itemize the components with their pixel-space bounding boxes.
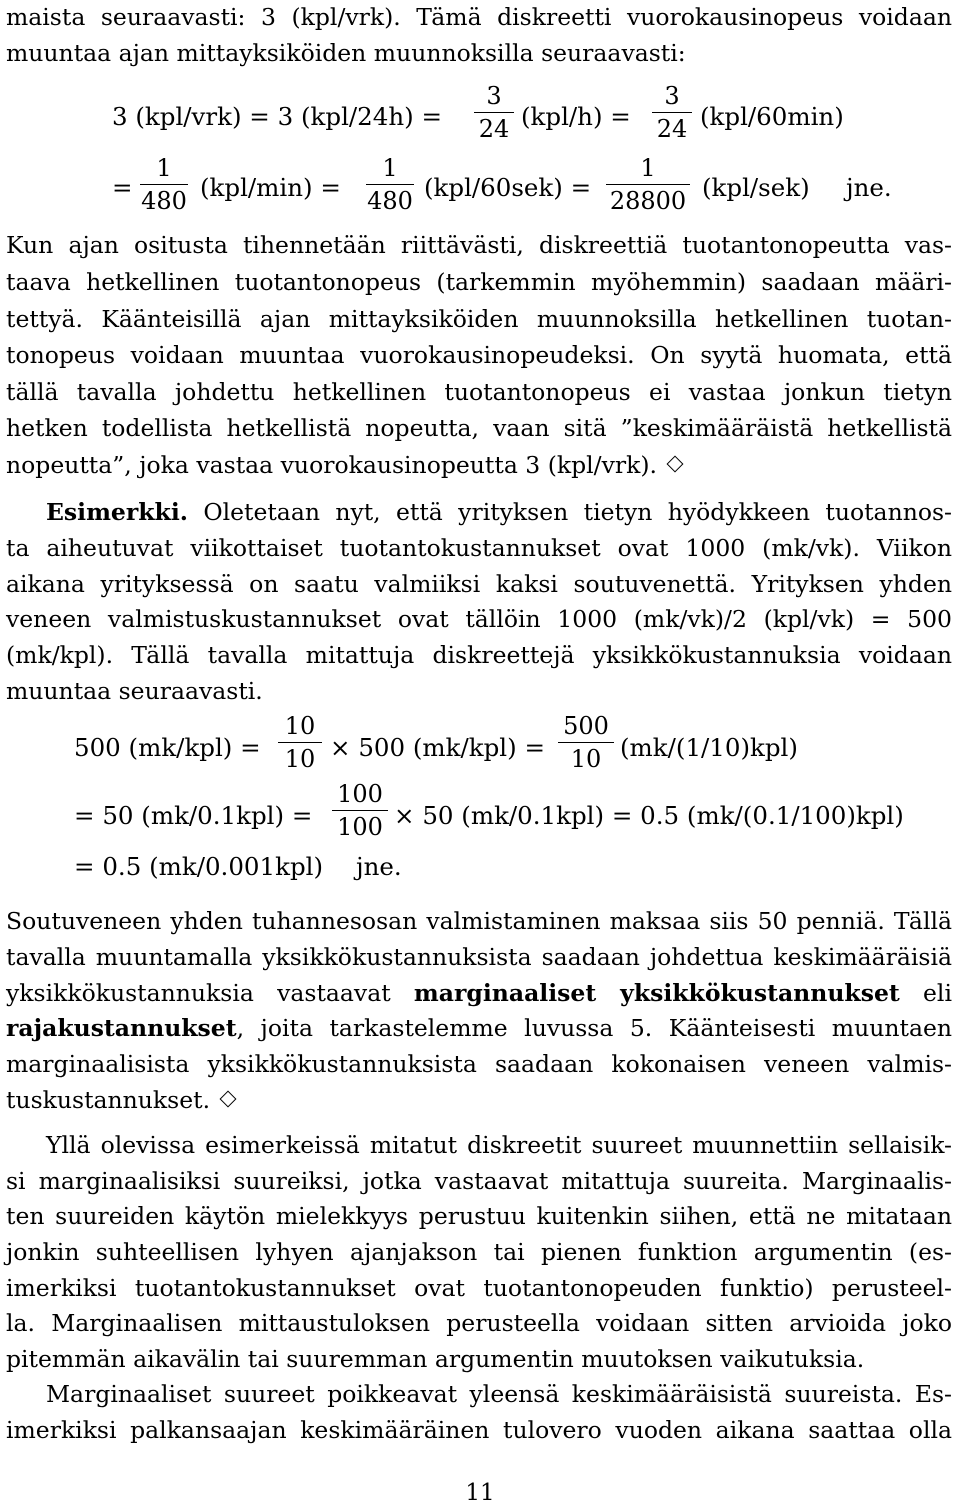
text-line: muuntaa ajan mittayksiköiden muunnoksilla seuraavasti: bbox=[6, 39, 686, 67]
text-line: ta aiheutuvat viikottaiset tuotantokustannukset ovat 1000 (mk/vk). Viikon bbox=[6, 534, 952, 562]
text-line: muuntaa seuraavasti. bbox=[6, 677, 263, 705]
text-span: yksikkökustannuksia vastaavat bbox=[6, 979, 391, 1007]
text-line: tällä tavalla johdettu hetkellinen tuotantonopeus ei vastaa jonkun tietyn bbox=[6, 378, 952, 406]
text-line: marginaalisista yksikkökustannuksista saadaan kokonaisen veneen valmis- bbox=[6, 1050, 952, 1078]
equation-term: = 0.5 (mk/0.001kpl) bbox=[74, 852, 324, 881]
fraction bbox=[652, 82, 692, 143]
fraction-numerator: 1 bbox=[382, 154, 398, 182]
text-line: tonopeus voidaan muuntaa vuorokausinopeudeksi. On syytä huomata, että bbox=[6, 341, 952, 369]
text-line bbox=[6, 1083, 952, 1117]
text-line: Yllä olevissa esimerkeissä mitatut diskreetit suureet muunnettiin sellaisik- bbox=[46, 1131, 952, 1159]
text-line: hetken todellista hetkellistä nopeutta, vaan sitä ”keskimääräistä hetkellistä bbox=[6, 414, 952, 442]
equation-term: × 50 (mk/0.1kpl) = 0.5 (mk/(0.1/100)kpl) bbox=[394, 801, 904, 830]
text-line: la. Marginaalisen mittaustuloksen perusteella voidaan sitten arvioida joko bbox=[6, 1309, 952, 1337]
fraction bbox=[606, 154, 690, 215]
equation-term: jne. bbox=[356, 852, 402, 881]
fraction-denominator: 480 bbox=[367, 187, 413, 215]
text-line: aikana yrityksessä on saatu valmiiksi kaksi soutuvenettä. Yrityksen yhden bbox=[6, 570, 952, 598]
fraction-denominator: 10 bbox=[570, 745, 602, 773]
equation-term: (kpl/60sek) = bbox=[424, 173, 592, 202]
fraction bbox=[332, 780, 388, 841]
fraction-denominator: 100 bbox=[337, 813, 383, 841]
fraction bbox=[366, 154, 414, 215]
fraction-numerator: 1 bbox=[156, 154, 172, 182]
text-line: taava hetkellinen tuotantonopeus (tarkemmin myöhemmin) saadaan määri- bbox=[6, 268, 952, 296]
text-line: Kun ajan ositusta tihennetään riittävästi, diskreettiä tuotantonopeutta vas- bbox=[6, 231, 952, 259]
text-line: si marginaalisiksi suureiksi, jotka vastaavat mitattuja suureita. Marginaalis- bbox=[6, 1167, 952, 1195]
text-line: ten suureiden käytön mielekkyys perustuu kuitenkin siihen, että ne mitataan bbox=[6, 1202, 952, 1230]
text-line bbox=[6, 976, 952, 1010]
equation-term: = 50 (mk/0.1kpl) = bbox=[74, 801, 313, 830]
fraction-numerator: 10 bbox=[284, 712, 316, 740]
text-line: imerkiksi palkansaajan keskimääräinen tulovero vuoden aikana saattaa olla bbox=[6, 1416, 952, 1444]
example-label: Esimerkki. bbox=[46, 498, 188, 526]
equation-term: 3 (kpl/vrk) = 3 (kpl/24h) = bbox=[112, 102, 442, 131]
text-line bbox=[6, 448, 952, 482]
text-line: jonkin suhteellisen lyhyen ajanjakson tai pienen funktion argumentin (es- bbox=[6, 1238, 952, 1266]
equation-term: (mk/(1/10)kpl) bbox=[620, 733, 798, 762]
text-line: veneen valmistuskustannukset ovat tällöin 1000 (mk/vk)/2 (kpl/vk) = 500 bbox=[6, 605, 952, 633]
equation-term: × 500 (mk/kpl) = bbox=[330, 733, 545, 762]
text-span: tuskustannukset. bbox=[6, 1086, 211, 1114]
fraction-denominator: 24 bbox=[478, 115, 510, 143]
text-line bbox=[6, 495, 952, 529]
equation-term: 500 (mk/kpl) = bbox=[74, 733, 261, 762]
equation-term: = bbox=[112, 173, 133, 202]
text-line bbox=[6, 1011, 952, 1045]
equation-term: (kpl/h) = bbox=[521, 102, 631, 131]
equation-term: (kpl/min) = bbox=[200, 173, 341, 202]
text-line: maista seuraavasti: 3 (kpl/vrk). Tämä diskreetti vuorokausinopeus voidaan bbox=[6, 3, 952, 31]
text-line: imerkiksi tuotantokustannukset ovat tuotantonopeuden funktio) perusteel- bbox=[6, 1274, 952, 1302]
equation-term: (kpl/60min) bbox=[700, 102, 844, 131]
fraction-denominator: 10 bbox=[284, 745, 316, 773]
text-line: (mk/kpl). Tällä tavalla mitattuja diskreettejä yksikkökustannuksia voidaan bbox=[6, 641, 952, 669]
fraction-denominator: 24 bbox=[656, 115, 688, 143]
text-line: Soutuveneen yhden tuhannesosan valmistaminen maksaa siis 50 penniä. Tällä bbox=[6, 907, 952, 935]
fraction-numerator: 3 bbox=[486, 82, 502, 110]
fraction-numerator: 500 bbox=[563, 712, 609, 740]
term-marginal-unit-costs: marginaaliset yksikkökustannukset bbox=[413, 979, 900, 1007]
text-span: Oletetaan nyt, että yrityksen tietyn hyödykkeen tuotannos- bbox=[203, 498, 952, 526]
fraction-numerator: 100 bbox=[337, 780, 383, 808]
end-of-example-diamond-icon bbox=[220, 1091, 237, 1108]
fraction bbox=[558, 712, 614, 773]
text-line: tavalla muuntamalla yksikkökustannuksista saadaan johdettua keskimääräisiä bbox=[6, 943, 952, 971]
fraction-denominator: 480 bbox=[141, 187, 187, 215]
text-line: Marginaaliset suureet poikkeavat yleensä keskimääräisistä suureista. Es- bbox=[46, 1380, 952, 1408]
text-line: pitemmän aikavälin tai suuremman argumentin muutoksen vaikutuksia. bbox=[6, 1345, 865, 1373]
page-number: 11 bbox=[465, 1480, 495, 1506]
fraction-numerator: 3 bbox=[664, 82, 680, 110]
text-span: eli bbox=[923, 979, 952, 1007]
fraction bbox=[474, 82, 514, 143]
text-span: nopeutta”, joka vastaa vuorokausinopeutta 3 (kpl/vrk). bbox=[6, 451, 657, 479]
equation-term: jne. bbox=[846, 173, 892, 202]
fraction bbox=[278, 712, 322, 773]
fraction-numerator: 1 bbox=[640, 154, 656, 182]
text-line: tettyä. Käänteisillä ajan mittayksiköiden muunnoksilla hetkellinen tuotan- bbox=[6, 305, 952, 333]
end-of-example-diamond-icon bbox=[667, 456, 684, 473]
equation-term: (kpl/sek) bbox=[702, 173, 810, 202]
term-marginal-costs: rajakustannukset bbox=[6, 1014, 237, 1042]
fraction-denominator: 28800 bbox=[609, 187, 687, 215]
text-span: , joita tarkastelemme luvussa 5. Käänteisesti muuntaen bbox=[236, 1014, 952, 1042]
fraction bbox=[140, 154, 188, 215]
